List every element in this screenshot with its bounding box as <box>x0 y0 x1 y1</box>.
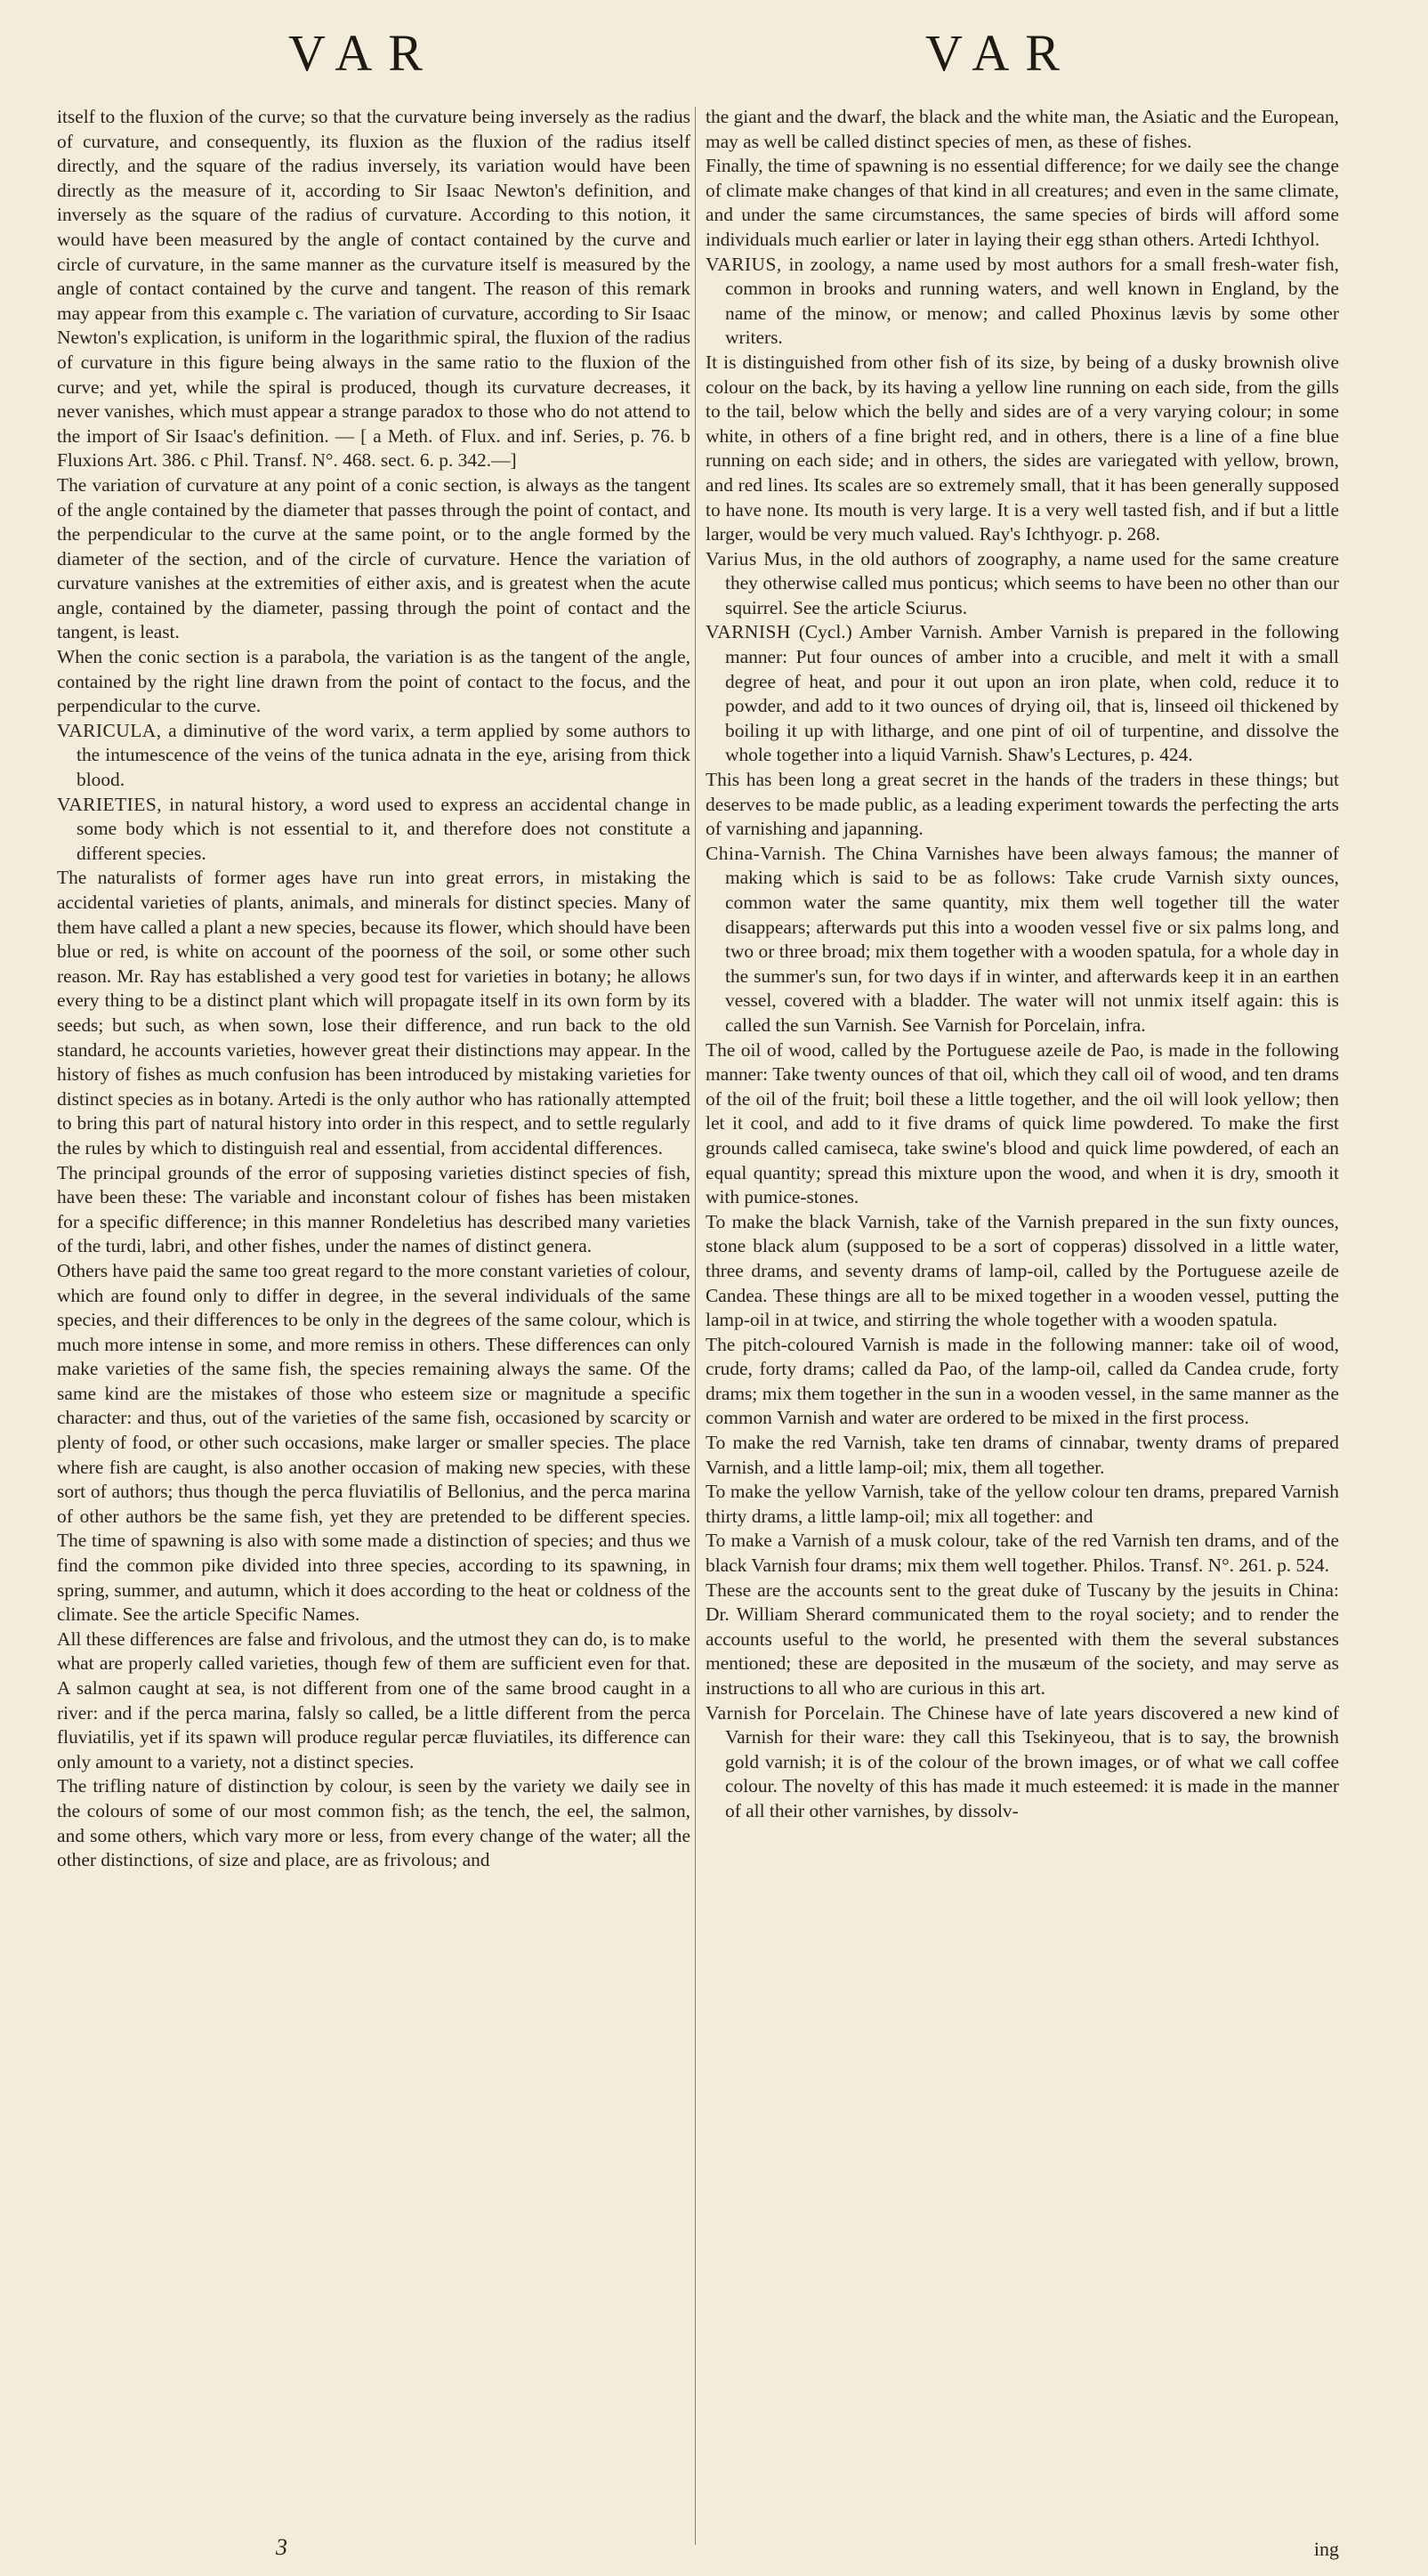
paragraph: The variation of curvature at any point of a conic section, is always as the tangent of the angle contained by the diameter that passes through the point of contact, and the perpendicular to the curve at the same point, or to the angle formed by the diameter of the section, and of the circle of curvature. Hence the variation of curvature vanishes at the extremities of either axis, and is greatest when the acute angle, contained by the diameter, passing through the point of contact and the tangent, is least. <box>57 473 690 643</box>
running-head-left: VAR <box>288 24 439 82</box>
paragraph: Others have paid the same too great regard to the more constant varieties of colour, which are found only to differ in degree, in the several individuals of the same species, and their differences to be only in the degrees of the same colour, which is much more intense in some, and more remiss in others. These differences can only make varieties of the same fish, the species remaining always the same. Of the same kind are the mistakes of those who esteem size or magnitude a specific character: and thus, out of the varieties of the same fish, occasioned by scarcity or plenty of food, or other such occasions, make larger or smaller species. The place where fish are caught, is also another occasion of making new species, with these sort of authors; thus though the perca fluviatilis of Bellonius, and the perca marina of other authors be the same fish, yet they are pretended to be different species. The time of spawning is also with some made a distinction of species; and thus we find the common pike divided into three species, according to its spawning, in spring, summer, and autumn, which it does according to the heat or coldness of the climate. See the article Specific Names. <box>57 1259 690 1626</box>
signature-mark: 3 <box>276 2534 287 2560</box>
entry-text: a diminutive of the word varix, a term applied by some authors to the intumescence of the veins of the tunica adnata in the eye, arising from thick blood. <box>77 719 690 791</box>
entry-term: Varius <box>706 547 757 569</box>
paragraph: To make the yellow Varnish, take of the yellow colour ten drams, prepared Varnish thirty drams, a little lamp-oil; mix all together: and <box>706 1481 1339 1527</box>
paragraph: To make the red Varnish, take ten drams of cinnabar, twenty drams of prepared Varnish, and a little lamp-oil; mix, them all together. <box>706 1432 1339 1478</box>
continued-paragraph: itself to the fluxion of the curve; so that the curvature being inversely as the radius of curvature, and consequently, its fluxion as the fluxion of the radius itself directly, and the square of the radius inversely, its variation would have been directly as the measure of it, according to Sir Isaac Newton's definition, and inversely as the square of the radius of curvature. According to this notion, it would have been measured by the angle of contact contained by the curve and circle of curvature, in the same manner as the curvature itself is measured by the angle of contact contained by the curve and tangent. The reason of this remark may appear from this example c. The variation of curvature, according to Sir Isaac Newton's explication, is uniform in the logarithmic spiral, the fluxion of the radius of curvature in this figure being always in the same ratio to the fluxion of the curve; and yet, while the spiral is produced, though its curvature decreases, it never vanishes, which must appear a strange paradox to those who do not attend to the import of Sir Isaac's definition. — [ a Meth. of Flux. and inf. Series, p. 76. b Fluxions Art. 386. c Phil. Transf. N°. 468. sect. 6. p. 342.—] <box>57 106 690 472</box>
paragraph: When the conic section is a parabola, the variation is as the tangent of the angle, contained by the right line drawn from the point of contact to the focus, and the perpendicular to the curve. <box>57 646 690 717</box>
dictionary-entry <box>706 620 1339 768</box>
paragraph: The naturalists of former ages have run into great errors, in mistaking the accidental varieties of plants, animals, and minerals for distinct species. Many of them have called a plant a new species, because its flower, which should have been blue or red, is white on account of the poorness of the soil, or some other such reason. Mr. Ray has established a very good test for varieties in botany; he allows every thing to be a distinct plant which will propagate itself in its own form by its seeds; but such, as when sown, lose their difference, and run back to the old standard, he accounts varieties, however great their distinctions may appear. In the history of fishes as much confusion has been introduced by mistaking varieties for distinct species as in botany. Artedi is the only author who has rationally attempted to bring this part of natural history into order in this respect, and to settle regularly the rules by which to distinguish real and essential, from accidental differences. <box>57 867 690 1159</box>
entry-text: (Cycl.) Amber Varnish. Amber Varnish is prepared in the following manner: Put four ounces of amber into a crucible, and melt it with a small degree of heat, and pour it out upon an iron plate, when cold, reduce it to powder, and add to it two ounces of drying oil, that is, linseed oil thickened by boiling it up with litharge, and one pint of oil of turpentine, and dissolve the whole together into a liquid Varnish. Shaw's Lectures, p. 424. <box>725 621 1339 766</box>
left-column <box>57 105 690 1873</box>
dictionary-entry <box>57 793 690 867</box>
paragraph: The oil of wood, called by the Portuguese azeile de Pao, is made in the following manner: Take twenty ounces of that oil, which they call oil of wood, and ten drams of the oil of the fruit; boil these a little together, and the oil will look yellow; then let it cool, and add to it five drams of quick lime powdered. To make the first grounds called camiseca, take swine's blood and quick lime powdered, of each an equal quantity; spread this mixture upon the wood, and when it is dry, smooth it with pumice-stones. <box>706 1038 1339 1208</box>
continued-paragraph: the giant and the dwarf, the black and the white man, the Asiatic and the European, may as well be called distinct species of men, as these of fishes. <box>706 106 1339 152</box>
paragraph: To make a Varnish of a musk colour, take of the red Varnish ten drams, and of the black Varnish four drams; mix them well together. Philos. Transf. N°. 261. p. 524. <box>706 1530 1339 1577</box>
entry-text: The Chinese have of late years discovered a new kind of Varnish for their ware: they call this Tsekinyeou, that is to say, the brownish gold varnish; it is of the colour of the brown images, or of what we call coffee colour. The novelty of this has made it much esteemed: it is made in the manner of all their other varnishes, by dissolv- <box>725 1701 1339 1821</box>
catchword: ing <box>1313 2538 1339 2560</box>
entry-text: Mus, in the old authors of zoography, a name used for the same creature they otherwise called mus ponticus; which seems to have been no other than our squirrel. See the article Sciurus. <box>725 547 1339 618</box>
entry-term: Varnish for Porcelain. <box>706 1701 886 1724</box>
paragraph: These are the accounts sent to the great duke of Tuscany by the jesuits in China: Dr. William Sherard communicated them to the royal society; and to render the accounts useful to the world, he presented with them the several substances mentioned; these are deposited in the musæum of the society, and may serve as instructions to all who are curious in this art. <box>706 1579 1339 1699</box>
running-head-right: VAR <box>925 24 1076 82</box>
dictionary-entry <box>57 719 690 793</box>
column-divider <box>695 107 696 2545</box>
entry-text: The China Varnishes have been always famous; the manner of making which is said to be as follows: Take crude Varnish sixty ounces, common water the same quantity, mix them well together till the water disappears; afterwards put this into a wooden vessel five or six palms long, and two or three broad; mix them together with a wooden spatula, for a whole day in the summer's sun, for two days if in winter, and afterwards keep it in an earthen vessel, covered with a bladder. The water will not unmix itself again: this is called the sun Varnish. See Varnish for Porcelain, infra. <box>725 842 1339 1036</box>
entry-term: VARIETIES, <box>57 793 163 815</box>
dictionary-entry <box>706 842 1339 1038</box>
paragraph: The pitch-coloured Varnish is made in the following manner: take oil of wood, crude, forty drams; called da Pao, of the lamp-oil, called da Candea crude, forty drams; mix them together in the sun in a wooden vessel, in the same manner as the common Varnish and water are ordered to be mixed in the first process. <box>706 1333 1339 1429</box>
paragraph: Finally, the time of spawning is no essential difference; for we daily see the change of climate make changes of that kind in all creatures; and even in the same climate, and under the same circumstances, the same species of birds will afford some individuals much earlier or later in laying their egg sthan others. Artedi Ichthyol. <box>706 155 1339 250</box>
entry-term: VARIUS, <box>706 253 782 275</box>
entry-text: in zoology, a name used by most authors for a small fresh-water fish, common in brooks and running waters, and well known in England, by the name of the minow, or menow; and called Phoxinus lævis by some other writers. <box>725 253 1339 349</box>
entry-term: China-Varnish. <box>706 842 827 864</box>
paragraph: To make the black Varnish, take of the Varnish prepared in the sun fixty ounces, stone black alum (supposed to be a sort of copperas) dissolved in a little water, three drams, and seventy drams of lamp-oil, called by the Portuguese azeile de Candea. These things are all to be mixed together in a wooden vessel, putting the lamp-oil in at twice, and stirring the whole together with a wooden spatula. <box>706 1210 1339 1331</box>
entry-text: in natural history, a word used to express an accidental change in some body which is not essential to it, and therefore does not constitute a different species. <box>77 793 690 864</box>
paragraph: The principal grounds of the error of supposing varieties distinct species of fish, have been these: The variable and inconstant colour of fishes has been mistaken for a specific difference; in this manner Rondeletius has described many varieties of the turdi, labri, and other fishes, under the names of distinct genera. <box>57 1161 690 1257</box>
paragraph: All these differences are false and frivolous, and the utmost they can do, is to make what are properly called varieties, though few of them are sufficient even for that. A salmon caught at sea, is not different from one of the same brood caught in a river: and if the perca marina, falsly so called, be a little different from the perca fluviatilis, yet if its spawn will produce regular percæ fluviatiles, its difference can only amount to a variety, not a distinct species. <box>57 1627 690 1773</box>
paragraph: This has been long a great secret in the hands of the traders in these things; but deserves to be made public, as a leading experiment towards the perfecting the arts of varnishing and japanning. <box>706 769 1339 840</box>
paragraph: The trifling nature of distinction by colour, is seen by the variety we daily see in the colours of some of our most common fish; as the tench, the eel, the salmon, and some others, which vary more or less, from every change of the water; all the other distinctions, of size and place, are as frivolous; and <box>57 1775 690 1871</box>
dictionary-entry <box>706 1701 1339 1824</box>
dictionary-entry <box>706 253 1339 351</box>
entry-term: VARNISH <box>706 621 791 643</box>
entry-term: VARICULA, <box>57 719 162 741</box>
right-column <box>706 105 1339 1824</box>
dictionary-entry <box>706 547 1339 621</box>
paragraph: It is distinguished from other fish of its size, by being of a dusky brownish olive colour on the back, by its having a yellow line running on each side, from the gills to the tail, below which the belly and sides are of a very varying colour; in some white, in others of a fine bright red, and in others, there is a line of a fine blue running on each side; and in others, the sides are variegated with yellow, brown, and red lines. Its scales are so extremely small, that it has been generally supposed to have none. Its mouth is very large. It is a very well tasted fish, and if but a little larger, would be very much valued. Ray's Ichthyogr. p. 268. <box>706 351 1339 545</box>
